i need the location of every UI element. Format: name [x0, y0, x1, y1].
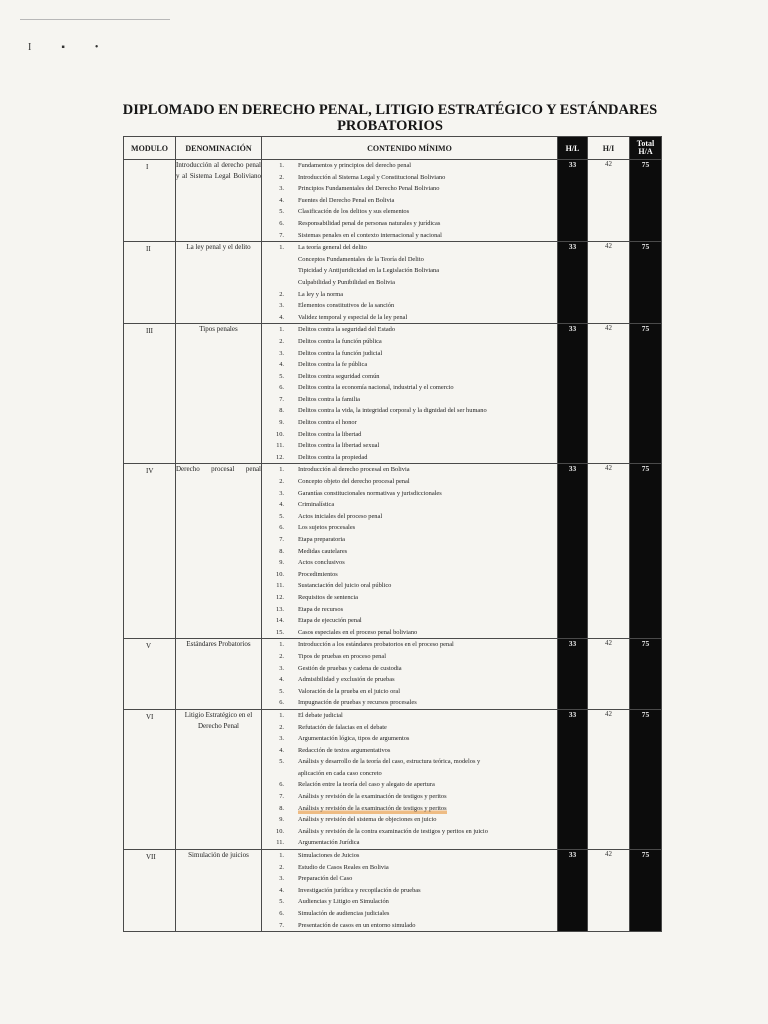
- content-item-number: 4.: [279, 313, 284, 321]
- content-item-text: Introducción a los estándares probatorios en el proceso penal: [298, 641, 454, 649]
- content-item-number: 3.: [279, 349, 284, 357]
- module-number-cell: [124, 464, 176, 639]
- hours-total: 75: [630, 242, 662, 324]
- content-item: [262, 639, 557, 651]
- module-contents: [262, 639, 558, 710]
- content-item: [262, 779, 557, 791]
- content-item: [262, 592, 557, 604]
- module-contents: [262, 242, 558, 324]
- content-item-text: Tipicidad y Antijuridicidad en la Legislación Boliviana: [298, 267, 440, 275]
- header-total-line-1: Total: [636, 139, 655, 148]
- title-line-2: PROBATORIOS: [337, 118, 443, 134]
- content-item: [262, 172, 557, 184]
- content-item-text: Etapa de ejecución penal: [298, 617, 362, 625]
- module-row: [124, 464, 662, 639]
- header-total: [630, 137, 662, 160]
- content-item-text: Delitos contra la propiedad: [298, 453, 368, 461]
- content-item-number: 2.: [279, 173, 284, 181]
- content-item-number: 6.: [279, 910, 284, 917]
- hours-lectivas: 33: [558, 639, 588, 710]
- content-item-text: Tipos de pruebas en proceso penal: [298, 652, 386, 660]
- content-item-number: 15.: [276, 628, 284, 636]
- content-item-number: 11.: [276, 442, 284, 450]
- header-total-line-2: H/A: [638, 147, 653, 156]
- module-denominacion: Derecho procesal penal: [176, 464, 262, 639]
- content-item-text: Análisis y revisión de la examinación de testigos y peritos: [298, 803, 447, 815]
- content-item-number: 11.: [276, 582, 284, 590]
- content-item: [262, 627, 557, 639]
- content-item: [262, 300, 557, 312]
- content-item-number: 3.: [279, 489, 284, 497]
- hours-lectivas: 33: [558, 464, 588, 639]
- hours-lectivas: 33: [558, 160, 588, 242]
- content-item-number: 2.: [279, 723, 284, 731]
- content-item-text: Delitos contra la seguridad del Estado: [298, 326, 396, 334]
- content-item: [262, 768, 557, 780]
- content-item: [262, 908, 557, 920]
- content-item: [262, 862, 557, 874]
- content-item-text: Audiencias y Litigio en Simulación: [298, 898, 389, 906]
- content-item-number: 3.: [279, 664, 284, 672]
- content-item: [262, 405, 557, 417]
- content-item: [262, 382, 557, 394]
- content-item-number: 9.: [279, 559, 284, 567]
- content-item: [262, 850, 557, 862]
- content-item: [262, 254, 557, 266]
- hours-lectivas: 33: [558, 709, 588, 849]
- content-item: [262, 488, 557, 500]
- content-item: [262, 920, 557, 932]
- module-denominacion: Simulación de juicios: [176, 850, 262, 932]
- content-item: [262, 663, 557, 675]
- content-item-number: 12.: [276, 453, 284, 461]
- contents-list: [262, 160, 557, 241]
- content-item: [262, 557, 557, 569]
- content-item-text: Introducción al Sistema Legal y Constitucional Boliviano: [298, 173, 446, 181]
- module-number: V: [146, 642, 152, 651]
- content-item-number: 12.: [276, 593, 284, 601]
- header-marks: [28, 42, 128, 53]
- module-row: [124, 160, 662, 242]
- content-item-number: 10.: [276, 570, 284, 578]
- content-item-text: Redacción de textos argumentativos: [298, 746, 391, 754]
- content-item-text: Responsabilidad penal de personas naturales y jurídicas: [298, 219, 441, 227]
- content-item-text: Culpabilidad y Punibilidad en Bolivia: [298, 278, 395, 286]
- content-item-number: 11.: [276, 839, 284, 847]
- content-item-text: Delitos contra la economía nacional, industrial y el comercio: [298, 384, 454, 392]
- content-item: [262, 837, 557, 849]
- header-modulo: MODULO: [124, 137, 176, 160]
- content-item-number: 2.: [279, 478, 284, 486]
- content-item: [262, 826, 557, 838]
- content-item: [262, 312, 557, 324]
- content-item: [262, 440, 557, 452]
- header-hi: H/I: [588, 137, 630, 160]
- module-number: III: [146, 327, 153, 336]
- content-item-text: Sistemas penales en el contexto internacional y nacional: [298, 231, 442, 239]
- content-item-number: 6.: [279, 524, 284, 532]
- content-item: [262, 546, 557, 558]
- content-item-text: Delitos contra la fe pública: [298, 361, 368, 369]
- content-item: [262, 359, 557, 371]
- content-item: [262, 348, 557, 360]
- content-item: [262, 511, 557, 523]
- header-mark: I: [28, 42, 62, 53]
- content-item-number: 5.: [279, 372, 284, 380]
- content-item-text: Fuentes del Derecho Penal en Bolivia: [298, 196, 395, 204]
- content-item-number: 6.: [279, 699, 284, 707]
- module-number: I: [146, 163, 149, 171]
- hours-total: 75: [630, 709, 662, 849]
- hours-independientes: 42: [588, 709, 630, 849]
- content-item-number: 4.: [279, 196, 284, 204]
- module-number-cell: [124, 242, 176, 324]
- content-item-text: Procedimientos: [298, 570, 338, 578]
- content-item-number: 2.: [279, 290, 284, 298]
- module-contents: [262, 464, 558, 639]
- content-item-text: Delitos contra la función pública: [298, 337, 382, 345]
- module-denominacion: Estándares Probatorios: [176, 639, 262, 710]
- content-item: [262, 206, 557, 218]
- content-item-text: Delitos contra seguridad común: [298, 372, 380, 380]
- content-item-text: Los sujetos procesales: [298, 524, 356, 532]
- content-item: [262, 569, 557, 581]
- module-number-cell: [124, 709, 176, 849]
- content-item-text: Etapa de recursos: [298, 605, 344, 613]
- module-contents: [262, 324, 558, 464]
- content-item: [262, 674, 557, 686]
- content-item-text: Delitos contra la libertad sexual: [298, 442, 380, 450]
- content-item-number: 9.: [279, 816, 284, 824]
- document-title: [120, 102, 660, 134]
- content-item-text: Garantías constitucionales normativas y jurisdiccionales: [298, 489, 442, 497]
- content-item-text: Actos iniciales del proceso penal: [298, 512, 383, 520]
- module-row: [124, 639, 662, 710]
- contents-list: [262, 639, 557, 709]
- content-item-number: 7.: [279, 231, 284, 239]
- module-row: [124, 324, 662, 464]
- content-item-text: Introducción al derecho procesal en Bolivia: [298, 466, 410, 474]
- module-number: VII: [146, 853, 156, 862]
- content-item-text: Concepto objeto del derecho procesal penal: [298, 478, 410, 486]
- content-item-number: 4.: [279, 886, 284, 894]
- content-item-text: aplicación en cada caso concreto: [298, 769, 382, 777]
- content-item: [262, 230, 557, 242]
- content-item: [262, 242, 557, 254]
- content-item: [262, 417, 557, 429]
- content-item-text: Simulaciones de Juicios: [298, 852, 360, 860]
- content-item-text: Delitos contra la función judicial: [298, 349, 383, 357]
- content-item-text: Actos conclusivos: [298, 559, 345, 567]
- content-item: [262, 697, 557, 709]
- content-item-number: 5.: [279, 512, 284, 520]
- content-item-number: 1.: [279, 162, 284, 169]
- scan-edge-line: [20, 19, 170, 20]
- content-item: [262, 873, 557, 885]
- content-item: [262, 476, 557, 488]
- module-row: [124, 242, 662, 324]
- content-item: [262, 756, 557, 768]
- content-item: [262, 534, 557, 546]
- hours-total: 75: [630, 464, 662, 639]
- content-item-number: 8.: [279, 547, 284, 555]
- curriculum-table: [123, 136, 662, 932]
- hours-total: 75: [630, 850, 662, 932]
- content-item: [262, 183, 557, 195]
- content-item-number: 5.: [279, 208, 284, 216]
- content-item: [262, 686, 557, 698]
- hours-independientes: 42: [588, 639, 630, 710]
- content-item-text: Análisis y revisión de la contra examinación de testigos y peritos en juicio: [298, 827, 488, 835]
- hours-lectivas: 33: [558, 242, 588, 324]
- content-item: [262, 265, 557, 277]
- module-number-cell: [124, 850, 176, 932]
- content-item-text: Etapa preparatoria: [298, 536, 346, 543]
- content-item-number: 4.: [279, 361, 284, 369]
- content-item-text: Clasificación de los delitos y sus elementos: [298, 208, 410, 216]
- content-item: [262, 429, 557, 441]
- content-item-number: 8.: [279, 804, 284, 812]
- content-item-text: Estudio de Casos Reales en Bolivia: [298, 863, 389, 871]
- module-number-cell: [124, 639, 176, 710]
- contents-list: [262, 850, 557, 931]
- content-item: [262, 733, 557, 745]
- content-item: [262, 604, 557, 616]
- content-item-number: 3.: [279, 185, 284, 193]
- hours-independientes: 42: [588, 242, 630, 324]
- contents-list: [262, 324, 557, 463]
- content-item-number: 7.: [279, 921, 284, 929]
- hours-independientes: 42: [588, 160, 630, 242]
- content-item-text: Simulación de audiencias judiciales: [298, 910, 390, 917]
- content-item-text: Gestión de pruebas y cadena de custodia: [298, 664, 402, 672]
- content-item-number: 10.: [276, 827, 284, 835]
- module-contents: [262, 160, 558, 242]
- title-line-1: DIPLOMADO EN DERECHO PENAL, LITIGIO ESTRATÉGICO Y ESTÁNDARES: [122, 102, 658, 118]
- content-item-number: 13.: [276, 605, 284, 613]
- content-item: [262, 464, 557, 476]
- content-item: [262, 371, 557, 383]
- content-item: [262, 710, 557, 722]
- content-item-text: Argumentación lógica, tipos de argumentos: [298, 735, 410, 743]
- content-item: [262, 522, 557, 534]
- content-item: [262, 277, 557, 289]
- content-item-number: 2.: [279, 652, 284, 660]
- content-item-text: Análisis y desarrollo de la teoría del caso, estructura teórica, modelos y: [298, 758, 481, 766]
- content-item: [262, 615, 557, 627]
- module-row: [124, 709, 662, 849]
- header-denominacion: DENOMINACIÓN: [176, 137, 262, 160]
- content-item: [262, 218, 557, 230]
- content-item: [262, 289, 557, 301]
- contents-list: [262, 464, 557, 638]
- content-item-number: 8.: [279, 407, 284, 415]
- content-item-text: Argumentación Jurídica: [298, 839, 360, 847]
- table-header-row: [124, 137, 662, 160]
- content-item-text: Delitos contra la vida, la integridad corporal y la dignidad del ser humano: [298, 407, 487, 415]
- content-item: [262, 791, 557, 803]
- content-item-number: 7.: [279, 395, 284, 403]
- content-item-text: Presentación de casos en un entorno simulado: [298, 921, 416, 929]
- content-item-text: Fundamentos y principios del derecho penal: [298, 162, 412, 169]
- module-denominacion: Tipos penales: [176, 324, 262, 464]
- hours-lectivas: 33: [558, 324, 588, 464]
- content-item: [262, 336, 557, 348]
- content-item-text: Preparación del Caso: [298, 875, 353, 883]
- hours-total: 75: [630, 160, 662, 242]
- content-item: [262, 722, 557, 734]
- content-item-number: 14.: [276, 617, 284, 625]
- header-mark: ▪: [61, 42, 95, 53]
- hours-independientes: 42: [588, 850, 630, 932]
- content-item-text: Principios Fundamentales del Derecho Penal Boliviano: [298, 185, 440, 193]
- content-item-number: 6.: [279, 781, 284, 789]
- content-item-text: Delitos contra la libertad: [298, 430, 362, 438]
- module-row: [124, 850, 662, 932]
- content-item-text: Criminalística: [298, 501, 335, 509]
- content-item-text: Investigación jurídica y recopilación de pruebas: [298, 886, 421, 894]
- content-item-text: El debate judicial: [298, 711, 343, 719]
- content-item-text: Delitos contra la familia: [298, 395, 360, 403]
- module-denominacion: Litigio Estratégico en el Derecho Penal: [176, 709, 262, 849]
- content-item: [262, 324, 557, 336]
- content-item-text: Casos especiales en el proceso penal boliviano: [298, 628, 418, 636]
- module-number: IV: [146, 467, 154, 476]
- content-item-text: Impugnación de pruebas y recursos procesales: [298, 699, 417, 707]
- header-hl: H/L: [558, 137, 588, 160]
- content-item-text: Admisibilidad y exclusión de pruebas: [298, 676, 395, 684]
- content-item-text: Medidas cautelares: [298, 547, 348, 555]
- content-item: [262, 814, 557, 826]
- content-item-text: Validez temporal y especial de la ley penal: [298, 313, 408, 321]
- module-denominacion: Introducción al derecho penal y al Sistema Legal Boliviano: [176, 160, 262, 242]
- content-item-number: 4.: [279, 676, 284, 684]
- content-item-number: 1.: [279, 641, 284, 649]
- content-item-number: 6.: [279, 219, 284, 227]
- module-number: II: [146, 245, 151, 254]
- content-item: [262, 896, 557, 908]
- content-item: [262, 803, 557, 815]
- content-item-number: 7.: [279, 793, 284, 801]
- content-item: [262, 580, 557, 592]
- content-item-text: Conceptos Fundamentales de la Teoría del Delito: [298, 255, 424, 263]
- content-item-text: Análisis y revisión del sistema de objeciones en juicio: [298, 816, 437, 824]
- content-item: [262, 160, 557, 172]
- content-item-number: 5.: [279, 758, 284, 766]
- hours-lectivas: 33: [558, 850, 588, 932]
- content-item: [262, 452, 557, 464]
- module-contents: [262, 709, 558, 849]
- content-item-number: 2.: [279, 863, 284, 871]
- content-item-text: Análisis y revisión de la examinación de testigos y peritos: [298, 793, 447, 801]
- content-item: [262, 394, 557, 406]
- module-denominacion: La ley penal y el delito: [176, 242, 262, 324]
- hours-independientes: 42: [588, 324, 630, 464]
- header-mark: •: [94, 42, 129, 53]
- contents-list: [262, 710, 557, 849]
- content-item-number: 1.: [279, 852, 284, 860]
- content-item-text: Delitos contra el honor: [298, 419, 357, 427]
- content-item-number: 4.: [279, 501, 284, 509]
- content-item-number: 1.: [279, 466, 284, 474]
- content-item-text: Relación entre la teoría del caso y alegato de apertura: [298, 781, 435, 789]
- content-item: [262, 499, 557, 511]
- content-item-number: 5.: [279, 898, 284, 906]
- header-contenido: CONTENIDO MÍNIMO: [262, 137, 558, 160]
- content-item-number: 6.: [279, 384, 284, 392]
- content-item-text: La teoría general del delito: [298, 244, 367, 252]
- content-item-text: Elementos constitutivos de la sanción: [298, 302, 395, 310]
- content-item-text: Requisitos de sentencia: [298, 593, 358, 601]
- content-item: [262, 651, 557, 663]
- module-number-cell: [124, 324, 176, 464]
- content-item-number: 4.: [279, 746, 284, 754]
- content-item-text: Valoración de la prueba en el juicio oral: [298, 687, 401, 695]
- content-item-number: 1.: [279, 244, 284, 252]
- content-item-text: Sustanciación del juicio oral público: [298, 582, 392, 590]
- content-item-number: 2.: [279, 337, 284, 345]
- content-item-text: La ley y la norma: [298, 290, 344, 298]
- content-item-number: 3.: [279, 875, 284, 883]
- content-item-number: 10.: [276, 430, 284, 438]
- hours-total: 75: [630, 639, 662, 710]
- module-contents: [262, 850, 558, 932]
- content-item-number: 1.: [279, 711, 284, 719]
- content-item-number: 3.: [279, 302, 284, 310]
- module-number: VI: [146, 712, 154, 721]
- content-item: [262, 195, 557, 207]
- content-item-number: 7.: [279, 536, 284, 543]
- content-item-number: 5.: [279, 687, 284, 695]
- content-item-number: 3.: [279, 735, 284, 743]
- content-item: [262, 885, 557, 897]
- content-item-number: 9.: [279, 419, 284, 427]
- content-item-number: 1.: [279, 326, 284, 334]
- hours-independientes: 42: [588, 464, 630, 639]
- contents-list: [262, 242, 557, 323]
- content-item: [262, 745, 557, 757]
- hours-total: 75: [630, 324, 662, 464]
- table-body: [124, 160, 662, 932]
- content-item-text: Refutación de falacias en el debate: [298, 723, 387, 731]
- module-number-cell: [124, 160, 176, 242]
